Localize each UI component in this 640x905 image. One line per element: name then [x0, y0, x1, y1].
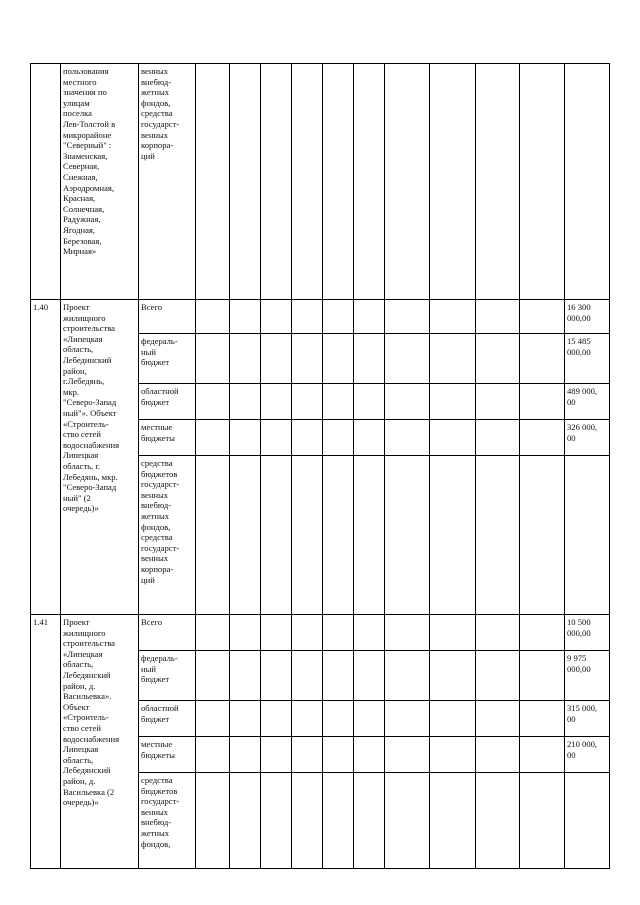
- empty-cell: [430, 456, 476, 615]
- empty-cell: [354, 384, 385, 420]
- empty-cell: [292, 334, 323, 384]
- empty-cell: [261, 651, 292, 701]
- empty-cell: [196, 651, 230, 701]
- empty-cell: [385, 737, 430, 773]
- empty-cell: [196, 701, 230, 737]
- empty-cell: [292, 773, 323, 869]
- empty-cell: [292, 737, 323, 773]
- empty-cell: [354, 651, 385, 701]
- funding-source-cell: средства бюджетов государст- венных внебюд- жетных фондов,: [139, 773, 196, 869]
- empty-cell: [430, 737, 476, 773]
- empty-cell: [323, 420, 354, 456]
- empty-cell: [323, 334, 354, 384]
- empty-cell: [261, 334, 292, 384]
- empty-cell: [354, 300, 385, 334]
- empty-cell: [292, 420, 323, 456]
- amount-cell: [565, 773, 610, 869]
- amount-cell: 15 485 000,00: [565, 334, 610, 384]
- funding-source-cell: областной бюджет: [139, 384, 196, 420]
- empty-cell: [354, 64, 385, 300]
- empty-cell: [323, 615, 354, 651]
- empty-cell: [385, 334, 430, 384]
- empty-cell: [354, 773, 385, 869]
- empty-cell: [520, 737, 565, 773]
- funding-source-cell: федераль- ный бюджет: [139, 651, 196, 701]
- empty-cell: [520, 300, 565, 334]
- empty-cell: [261, 615, 292, 651]
- row-number: 1.41: [31, 615, 61, 869]
- empty-cell: [430, 420, 476, 456]
- table-row: [31, 64, 610, 300]
- empty-cell: [323, 773, 354, 869]
- empty-cell: [520, 701, 565, 737]
- empty-cell: [292, 300, 323, 334]
- amount-cell: [565, 456, 610, 615]
- empty-cell: [385, 64, 430, 300]
- empty-cell: [292, 701, 323, 737]
- empty-cell: [430, 384, 476, 420]
- empty-cell: [385, 701, 430, 737]
- empty-cell: [196, 64, 230, 300]
- funding-source-cell: областной бюджет: [139, 701, 196, 737]
- empty-cell: [354, 701, 385, 737]
- project-name-cell: Проект жилищного строительства «Липецкая область, Лебедянский район, д. Васильевка». Объект «Строитель- ство сетей водоснабжения Липецкая область, Лебедянский район, д. Васильевка (2 очередь)»: [61, 615, 139, 869]
- empty-cell: [323, 300, 354, 334]
- funding-source-cell: местные бюджеты: [139, 737, 196, 773]
- empty-cell: [230, 701, 261, 737]
- empty-cell: [196, 300, 230, 334]
- empty-cell: [430, 334, 476, 384]
- funding-source-cell: венных внебюд- жетных фондов, средства государст- венных корпора- ций: [139, 64, 196, 300]
- empty-cell: [430, 64, 476, 300]
- empty-cell: [520, 420, 565, 456]
- empty-cell: [385, 773, 430, 869]
- empty-cell: [230, 773, 261, 869]
- empty-cell: [354, 615, 385, 651]
- table-row: [31, 300, 610, 334]
- empty-cell: [323, 384, 354, 420]
- amount-cell: 489 000, 00: [565, 384, 610, 420]
- empty-cell: [520, 334, 565, 384]
- empty-cell: [520, 456, 565, 615]
- empty-cell: [354, 334, 385, 384]
- empty-cell: [261, 420, 292, 456]
- empty-cell: [354, 737, 385, 773]
- empty-cell: [323, 456, 354, 615]
- empty-cell: [230, 334, 261, 384]
- empty-cell: [230, 615, 261, 651]
- empty-cell: [430, 300, 476, 334]
- empty-cell: [230, 651, 261, 701]
- empty-cell: [430, 615, 476, 651]
- empty-cell: [385, 384, 430, 420]
- empty-cell: [520, 651, 565, 701]
- empty-cell: [476, 615, 520, 651]
- empty-cell: [430, 773, 476, 869]
- empty-cell: [196, 384, 230, 420]
- empty-cell: [230, 64, 261, 300]
- empty-cell: [520, 64, 565, 300]
- empty-cell: [476, 300, 520, 334]
- empty-cell: [520, 773, 565, 869]
- empty-cell: [385, 651, 430, 701]
- project-name-cell: пользования местного значения по улицам поселка Лев-Толстой в микрорайоне "Северный" : Знаменская, Северная, Снежная, Аэродромная, Красная, Солнечная, Радужная, Ягодная, Березовая, Мирная»: [61, 64, 139, 300]
- empty-cell: [520, 615, 565, 651]
- project-name-cell: Проект жилищного строительства «Липецкая область, Лебединский район, г.Лебедянь, мкр. "Северо-Запад ный"». Объект «Строитель- ство сетей водоснабжения Липецкая область, г. Лебедянь, мкр. "Северо-Запад ный" (2 очередь)»: [61, 300, 139, 615]
- empty-cell: [196, 615, 230, 651]
- empty-cell: [520, 384, 565, 420]
- empty-cell: [261, 300, 292, 334]
- empty-cell: [323, 64, 354, 300]
- funding-source-cell: Всего: [139, 300, 196, 334]
- empty-cell: [230, 384, 261, 420]
- empty-cell: [230, 300, 261, 334]
- empty-cell: [230, 456, 261, 615]
- empty-cell: [430, 701, 476, 737]
- amount-cell: 210 000, 00: [565, 737, 610, 773]
- empty-cell: [385, 300, 430, 334]
- amount-cell: 10 500 000,00: [565, 615, 610, 651]
- empty-cell: [196, 737, 230, 773]
- funding-source-cell: средства бюджетов государст- венных внебюд- жетных фондов, средства государст- венных корпора- ций: [139, 456, 196, 615]
- empty-cell: [230, 420, 261, 456]
- empty-cell: [385, 615, 430, 651]
- empty-cell: [292, 384, 323, 420]
- empty-cell: [476, 456, 520, 615]
- empty-cell: [385, 456, 430, 615]
- empty-cell: [476, 773, 520, 869]
- empty-cell: [261, 456, 292, 615]
- amount-cell: 326 000, 00: [565, 420, 610, 456]
- empty-cell: [476, 737, 520, 773]
- empty-cell: [476, 651, 520, 701]
- empty-cell: [476, 420, 520, 456]
- empty-cell: [261, 773, 292, 869]
- empty-cell: [323, 737, 354, 773]
- empty-cell: [292, 651, 323, 701]
- empty-cell: [292, 64, 323, 300]
- empty-cell: [476, 334, 520, 384]
- empty-cell: [196, 334, 230, 384]
- funding-source-cell: местные бюджеты: [139, 420, 196, 456]
- empty-cell: [261, 701, 292, 737]
- row-number: [31, 64, 61, 300]
- amount-cell: 315 000, 00: [565, 701, 610, 737]
- budget-table: [30, 63, 610, 869]
- empty-cell: [354, 456, 385, 615]
- empty-cell: [476, 701, 520, 737]
- empty-cell: [476, 64, 520, 300]
- empty-cell: [230, 737, 261, 773]
- empty-cell: [196, 456, 230, 615]
- empty-cell: [261, 64, 292, 300]
- empty-cell: [323, 701, 354, 737]
- empty-cell: [196, 773, 230, 869]
- empty-cell: [292, 456, 323, 615]
- empty-cell: [323, 651, 354, 701]
- empty-cell: [292, 615, 323, 651]
- empty-cell: [476, 384, 520, 420]
- row-number: 1.40: [31, 300, 61, 615]
- empty-cell: [430, 651, 476, 701]
- empty-cell: [196, 420, 230, 456]
- empty-cell: [354, 420, 385, 456]
- funding-source-cell: Всего: [139, 615, 196, 651]
- amount-cell: 16 300 000,00: [565, 300, 610, 334]
- empty-cell: [385, 420, 430, 456]
- amount-cell: [565, 64, 610, 300]
- empty-cell: [261, 384, 292, 420]
- funding-source-cell: федераль- ный бюджет: [139, 334, 196, 384]
- table-row: [31, 615, 610, 651]
- amount-cell: 9 975 000,00: [565, 651, 610, 701]
- empty-cell: [261, 737, 292, 773]
